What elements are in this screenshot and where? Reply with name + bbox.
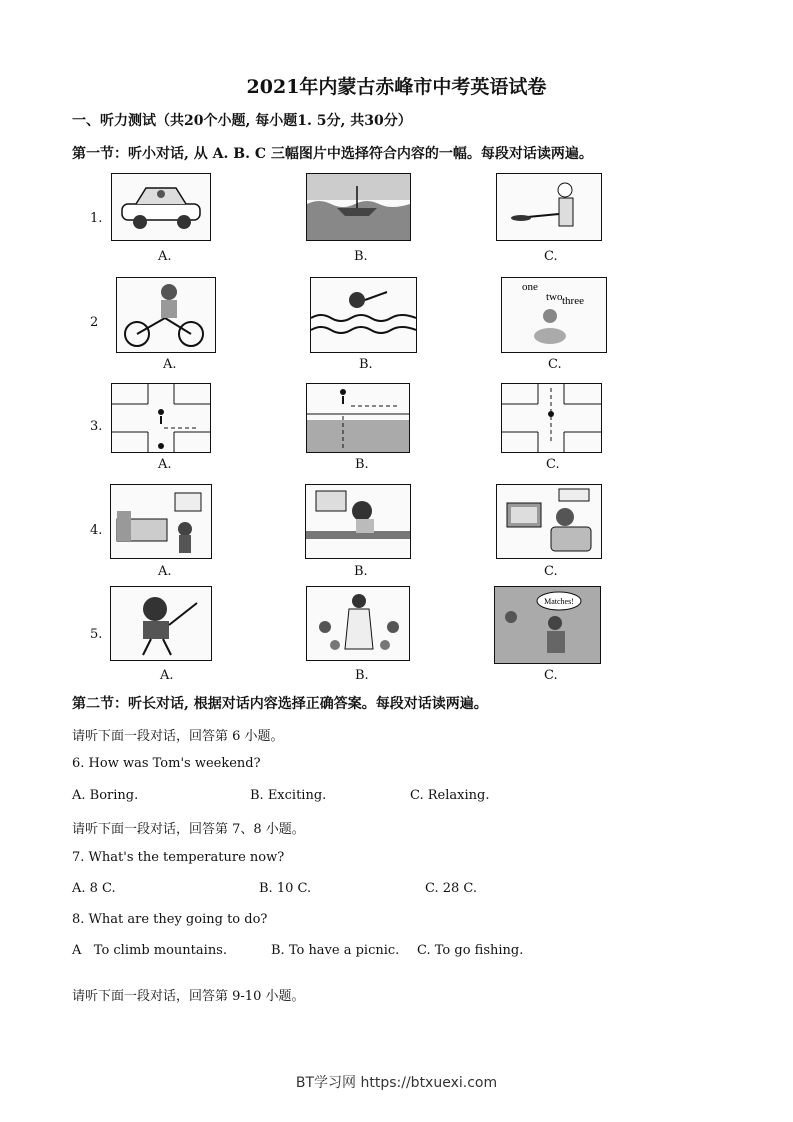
picture-1a-car: [111, 173, 211, 241]
picture-4a-bedroom: [110, 484, 212, 559]
question-number-3: 3.: [90, 419, 103, 434]
pic-word-two: two: [546, 291, 563, 303]
q8-option-b: B. To have a picnic.: [271, 943, 400, 958]
option-4c: C.: [544, 564, 558, 579]
picture-2a-cycling: [116, 277, 216, 353]
option-3c: C.: [546, 457, 560, 472]
picture-1b-boat: [306, 173, 411, 241]
question-number-2: 2: [90, 315, 99, 330]
question-6: 6. How was Tom's weekend?: [72, 756, 261, 771]
option-2a: A.: [163, 357, 177, 372]
section1-heading: 第一节：听小对话, 从 A. B. C 三幅图片中选择符合内容的一幅。每段对话读两遍。: [72, 146, 593, 162]
q6-option-c: C. Relaxing.: [410, 788, 490, 803]
picture-1c-cook: [496, 173, 602, 241]
option-1b: B.: [354, 249, 368, 264]
picture-4b-studying: [305, 484, 411, 559]
option-5b: B.: [355, 668, 369, 683]
picture-2c-counting: [501, 277, 607, 353]
q7-option-b: B. 10 C.: [259, 881, 312, 896]
picture-2b-swimming: [310, 277, 417, 353]
pic-word-three: three: [562, 295, 584, 307]
q8-option-a: A To climb mountains.: [72, 943, 227, 958]
page-title: 2021年内蒙古赤峰市中考英语试卷: [246, 76, 547, 98]
option-5c: C.: [544, 668, 558, 683]
section2-heading: 第二节：听长对话, 根据对话内容选择正确答案。每段对话读两遍。: [72, 696, 488, 712]
q7-option-c: C. 28 C.: [425, 881, 478, 896]
picture-5a-cartoon-cat: [110, 586, 212, 661]
question-8: 8. What are they going to do?: [72, 912, 268, 927]
picture-5c-matches-girl: [494, 586, 601, 664]
option-1a: A.: [158, 249, 172, 264]
option-3b: B.: [355, 457, 369, 472]
option-1c: C.: [544, 249, 558, 264]
instruction-q7-8: 请听下面一段对话，回答第 7、8 小题。: [72, 822, 305, 837]
picture-5b-snow-white: [306, 586, 410, 661]
picture-3c-crossroad-straight: [501, 383, 602, 453]
option-3a: A.: [158, 457, 172, 472]
footer-watermark: BT学习网 https://btxuexi.com: [295, 1075, 498, 1091]
picture-3b-crossing: [306, 383, 410, 453]
instruction-q9-10: 请听下面一段对话，回答第 9-10 小题。: [72, 989, 305, 1004]
question-number-5: 5.: [90, 627, 103, 642]
option-2c: C.: [548, 357, 562, 372]
q6-option-b: B. Exciting.: [250, 788, 327, 803]
option-4b: B.: [354, 564, 368, 579]
question-7: 7. What's the temperature now?: [72, 850, 285, 865]
question-number-1: 1.: [90, 211, 103, 226]
option-2b: B.: [359, 357, 373, 372]
pic-word-one: one: [522, 281, 538, 293]
question-number-4: 4.: [90, 523, 103, 538]
pic-speech-matches: Matches!: [544, 597, 574, 606]
part1-heading: 一、听力测试（共20个小题, 每小题1. 5分, 共30分）: [72, 113, 412, 129]
picture-3a-crossroad-right: [111, 383, 211, 453]
picture-4c-watching-tv: [496, 484, 602, 559]
option-4a: A.: [158, 564, 172, 579]
instruction-q6: 请听下面一段对话，回答第 6 小题。: [72, 729, 284, 744]
option-5a: A.: [160, 668, 174, 683]
q8-option-c: C. To go fishing.: [417, 943, 524, 958]
q6-option-a: A. Boring.: [72, 788, 139, 803]
q7-option-a: A. 8 C.: [72, 881, 116, 896]
